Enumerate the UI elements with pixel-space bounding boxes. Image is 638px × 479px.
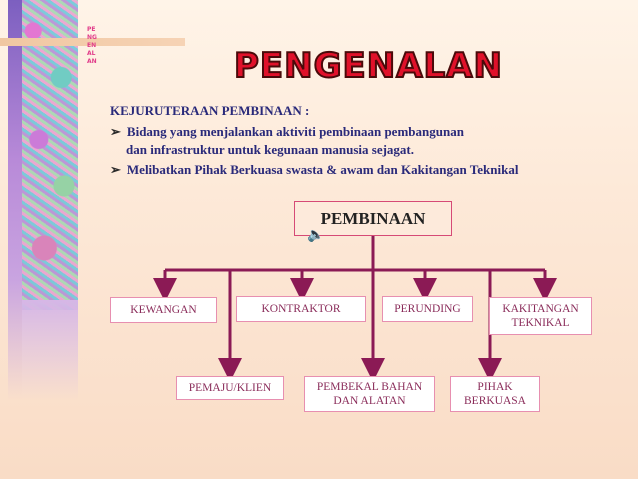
- node-kewangan: KEWANGAN: [110, 297, 217, 323]
- bullet-1-text: Bidang yang menjalankan aktiviti pembinaan pembangunan: [126, 124, 464, 139]
- intro-heading: KEJURUTERAAN PEMBINAAN :: [110, 103, 310, 118]
- arrow-bullet-icon: ➢: [110, 124, 121, 139]
- node-pihak-berkuasa: PIHAK BERKUASA: [450, 376, 540, 412]
- node-kontraktor: KONTRAKTOR: [236, 296, 366, 322]
- node-kakitangan-teknikal: KAKITANGAN TEKNIKAL: [489, 297, 592, 335]
- node-perunding: PERUNDING: [382, 296, 473, 322]
- node-pemaju-klien: PEMAJU/KLIEN: [176, 376, 284, 400]
- bullet-2-text: Melibatkan Pihak Berkuasa swasta & awam dan Kakitangan Teknikal: [126, 162, 519, 177]
- speaker-icon[interactable]: 🔈: [307, 228, 325, 243]
- root-node-pembinaan: PEMBINAAN: [294, 201, 452, 236]
- page-title: PENGENALAN: [234, 46, 503, 86]
- arrow-bullet-icon: ➢: [110, 162, 121, 177]
- vertical-title: PENGENALAN: [87, 26, 97, 65]
- node-pembekal: PEMBEKAL BAHAN DAN ALATAN: [304, 376, 435, 412]
- bullet-1-continuation: dan infrastruktur untuk kegunaan manusia sejagat.: [126, 142, 414, 157]
